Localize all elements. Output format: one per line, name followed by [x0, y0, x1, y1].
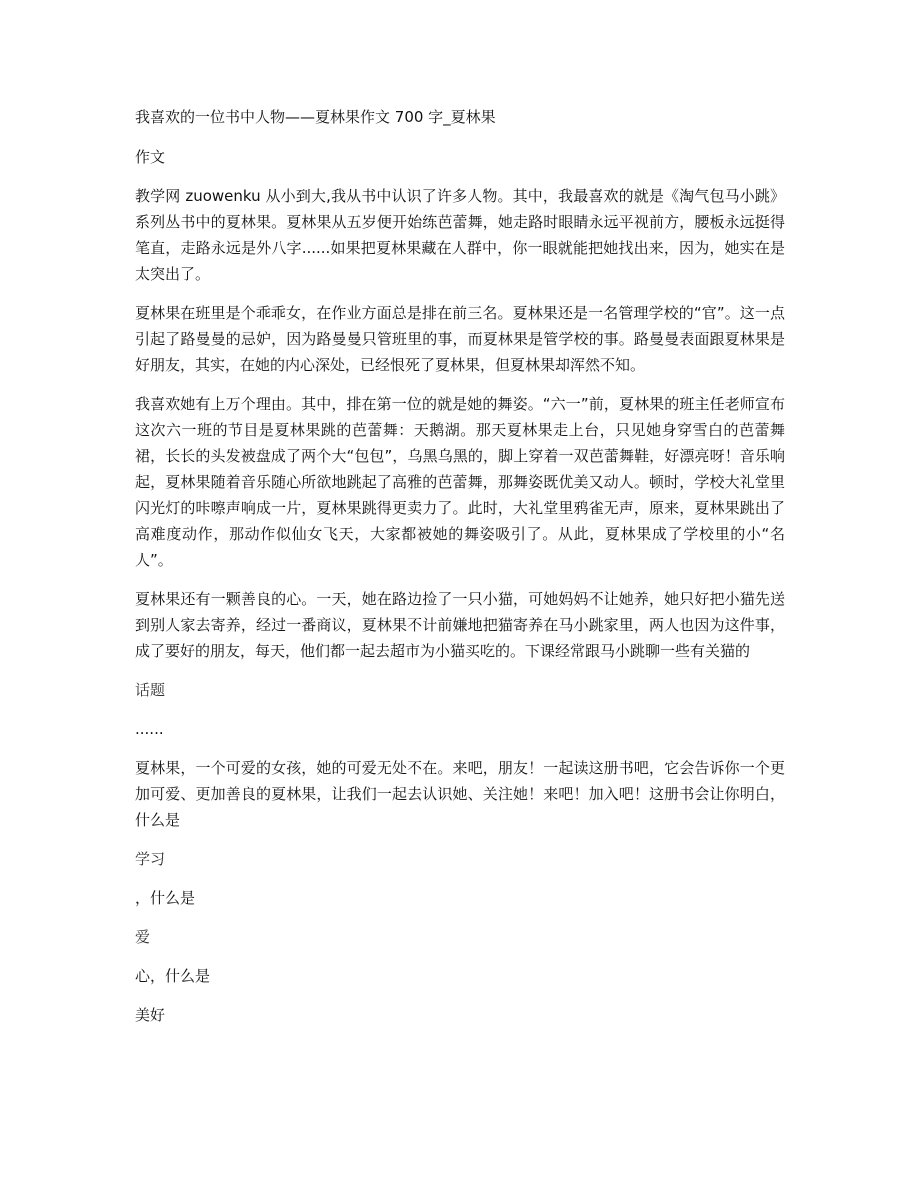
document-subtitle: 作文: [135, 148, 166, 166]
fragment-what-is-2: 心，什么是: [135, 967, 211, 985]
closing-paragraph: 夏林果，一个可爱的女孩，她的可爱无处不在。来吧，朋友！一起读这册书吧，它会告诉你一个更加可爱、更加善良的夏林果，让我们一起去认识她、关注她！来吧！加入吧！这册书会让你明白，什么是: [135, 759, 785, 829]
fragment-topic: 话题: [135, 681, 166, 699]
fragment-ellipsis: ......: [135, 720, 164, 738]
paragraph-1: 教学网 zuowenku 从小到大,我从书中认识了许多人物。其中，我最喜欢的就是《淘气包马小跳》系列丛书中的夏林果。夏林果从五岁便开始练芭蕾舞，她走路时眼睛永远平视前方，腰板永远挺得笔直，走路永远是外八字......如果把夏林果藏在人群中，你一眼就能把她找出来，因为，她实在是太突出了。: [135, 187, 785, 283]
fragment-what-is-1: ，什么是: [135, 889, 196, 907]
paragraph-2: 夏林果在班里是个乖乖女，在作业方面总是排在前三名。夏林果还是一名管理学校的“官”。这一点引起了路曼曼的忌妒，因为路曼曼只管班里的事，而夏林果是管学校的事。路曼曼表面跟夏林果是好朋友，其实，在她的内心深处，已经恨死了夏林果，但夏林果却浑然不知。: [135, 304, 785, 374]
fragment-study: 学习: [135, 850, 166, 868]
paragraph-3: 我喜欢她有上万个理由。其中，排在第一位的就是她的舞姿。“六一”前，夏林果的班主任老师宣布这次六一班的节目是夏林果跳的芭蕾舞：天鹅湖。那天夏林果走上台，只见她身穿雪白的芭蕾舞裙，长长的头发被盘成了两个大“包包”，乌黑乌黑的，脚上穿着一双芭蕾舞鞋，好漂亮呀！音乐响起，夏林果随着音乐随心所欲地跳起了高雅的芭蕾舞，那舞姿既优美又动人。顿时，学校大礼堂里闪光灯的咔嚓声响成一片，夏林果跳得更卖力了。此时，大礼堂里鸦雀无声，原来，夏林果跳出了高难度动作，那动作似仙女飞天，大家都被她的舞姿吸引了。从此，夏林果成了学校里的小“名人”。: [135, 395, 785, 569]
fragment-beauty: 美好: [135, 1006, 166, 1024]
paragraph-4: 夏林果还有一颗善良的心。一天，她在路边捡了一只小猫，可她妈妈不让她养，她只好把小猫先送到别人家去寄养，经过一番商议，夏林果不计前嫌地把猫寄养在马小跳家里，两人也因为这件事，成了要好的朋友，每天，他们都一起去超市为小猫买吃的。下课经常跟马小跳聊一些有关猫的: [135, 590, 785, 660]
document-title: 我喜欢的一位书中人物——夏林果作文 700 字_夏林果: [135, 108, 496, 126]
fragment-love: 爱: [135, 928, 151, 946]
document-page: [135, 104, 785, 1041]
